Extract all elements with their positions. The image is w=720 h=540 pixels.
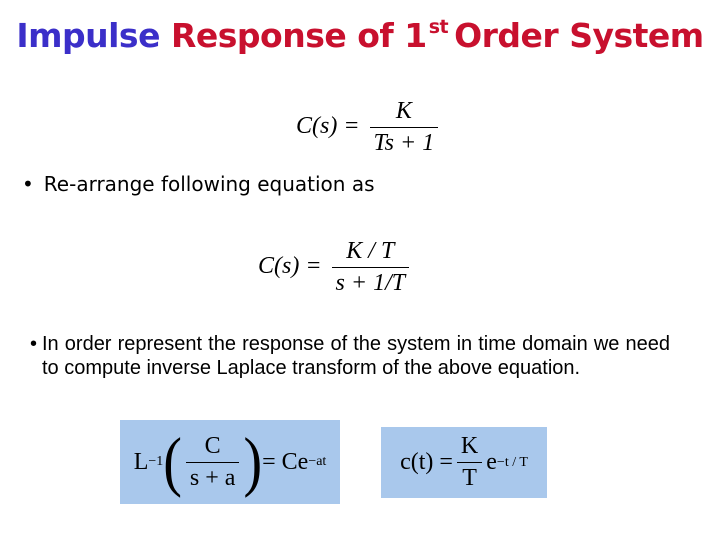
explanation-paragraph [30,332,670,380]
slide-title [0,16,720,55]
response-fraction [457,433,482,492]
laplace-rhs: = Ce [262,448,309,475]
equation2-denominator: s + 1/T [335,270,406,296]
paragraph-marker: • [30,333,38,355]
laplace-pair-box [120,420,340,504]
response-denominator: T [462,465,477,491]
response-exponent: −t / T [496,454,528,470]
laplace-fraction [186,433,240,492]
equation1-fraction [370,98,439,157]
laplace-operator-superscript: −1 [148,454,164,469]
bullet-rearrange [22,172,375,196]
response-exponential: e [486,449,497,475]
rearranged-equation [258,238,413,297]
equation1-lhs: C(s) = [296,113,360,140]
paragraph-text: In order represent the response of the system in time domain we need to compute inverse Laplace transform of the above equation. [42,333,670,379]
title-word-response: Response of 1 [170,16,427,55]
title-word-order-system: Order System [454,16,704,55]
equation2-fraction [332,238,410,297]
transfer-function-equation [296,98,442,157]
title-word-impulse: Impulse [16,16,160,55]
left-paren: ( [163,424,182,500]
right-paren: ) [243,424,263,500]
bullet-marker: • [22,172,34,196]
bullet-text: Re-arrange following equation as [43,172,375,196]
laplace-operator: L [133,448,149,475]
equation2-lhs: C(s) = [258,253,322,280]
laplace-denominator: s + a [189,464,236,491]
title-superscript: st [428,16,449,38]
response-numerator: K [457,433,482,463]
equation2-numerator: K / T [332,238,410,268]
equation1-numerator: K [370,98,439,128]
laplace-rhs-superscript: −at [308,454,327,469]
laplace-numerator: C [186,433,240,463]
impulse-response-box [381,427,547,498]
equation1-denominator: Ts + 1 [373,130,435,156]
response-lhs: c(t) = [400,449,453,475]
